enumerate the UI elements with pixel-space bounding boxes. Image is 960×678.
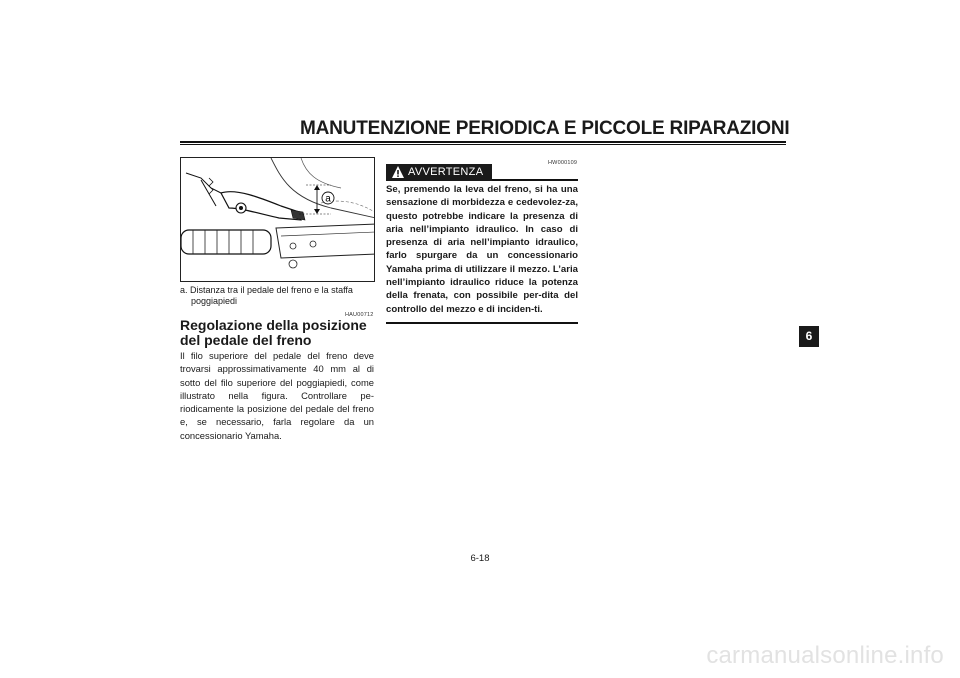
warning-text: Se, premendo la leva del freno, si ha una sensazione di morbidezza e cedevolez-za, questo potrebbe indicare la presenza di aria nell’impianto idraulico. In caso di presenza di aria nell’impianto idraulico, farlo spurgare da un concessionario Yamaha prima di utilizzare il mezzo. L’aria nell’impianto idraulico riduce la potenza della frenata, con possibile per-dita del controllo del mezzo e di inciden-ti. [386, 184, 578, 315]
warning-code: HW000109 [548, 160, 578, 166]
caption-label: a. [180, 285, 188, 295]
warning-end-rule [386, 322, 578, 324]
warning-triangle-icon [391, 165, 405, 179]
caption-line-2: poggiapiedi [191, 296, 238, 306]
header-rule [180, 141, 786, 143]
brake-pedal-illustration [180, 157, 375, 282]
section-heading: Regolazione della posizione del pedale del freno [180, 317, 367, 348]
caption-line-1: Distanza tra il pedale del freno e la staffa [190, 285, 353, 295]
header-rule-thin [180, 144, 786, 145]
watermark: carmanualsonline.info [706, 642, 944, 669]
warning-header [386, 164, 578, 182]
figure-caption [180, 285, 376, 307]
page-header-title: MANUTENZIONE PERIODICA E PICCOLE RIPARAZIONI [300, 118, 790, 139]
section-body-text: Il filo superiore del pedale del freno deve trovarsi approssimativamente 40 mm al di sotto del filo superiore del poggiapiedi, come illustrato nella figura. Controllare pe-riodicamente la posizione del pedale del freno e, se necessario, farla regolare da un concessionario Yamaha. [180, 350, 374, 441]
warning-label [386, 164, 492, 181]
page-number: 6-18 [470, 553, 490, 564]
callout-a-label: a [325, 193, 331, 205]
warning-header-rule [492, 179, 578, 181]
section-code: HAU00712 [345, 312, 374, 318]
chapter-tab: 6 [799, 326, 819, 347]
brake-pedal-drawing [181, 158, 375, 282]
warning-label-text: AVVERTENZA [408, 166, 484, 178]
